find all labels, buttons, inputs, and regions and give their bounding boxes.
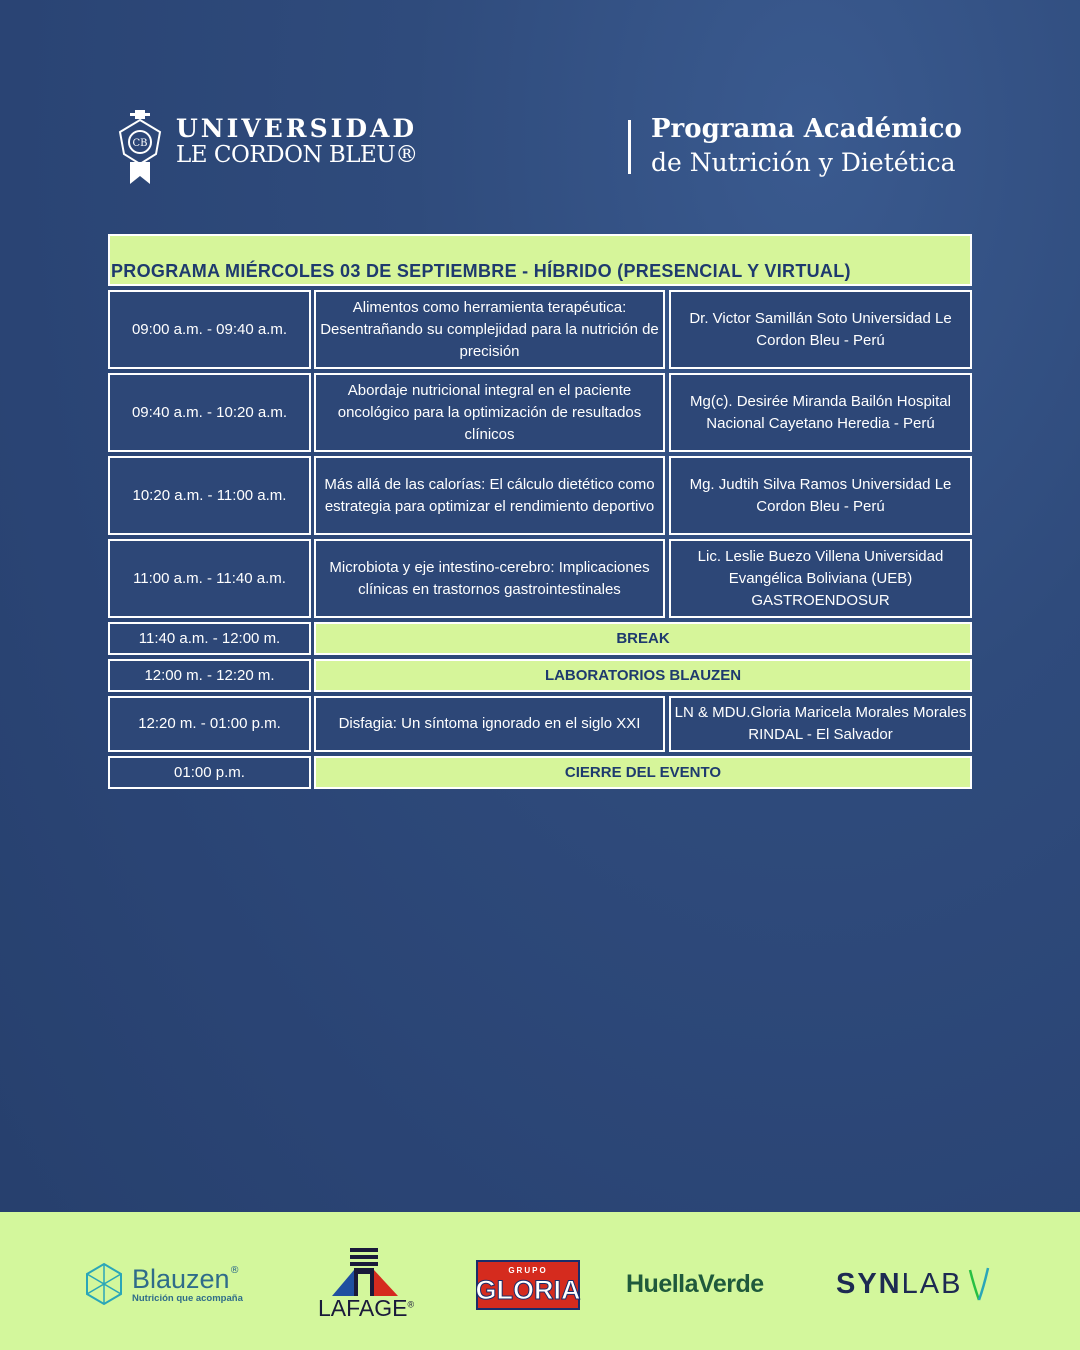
time-cell: 12:20 m. - 01:00 p.m. — [108, 696, 311, 752]
time-cell: 01:00 p.m. — [108, 756, 311, 789]
blauzen-tagline: Nutrición que acompaña — [132, 1292, 243, 1304]
lafage-logo — [318, 1246, 422, 1320]
closing-label: CIERRE DEL EVENTO — [314, 756, 972, 789]
topic-cell: Disfagia: Un síntoma ignorado en el siglo XXI — [314, 696, 665, 752]
program-title: Programa Académico — [651, 114, 962, 144]
lafage-building-icon — [318, 1246, 418, 1300]
topic-cell: Alimentos como herramienta terapéutica: Desentrañando su complejidad para la nutrición de precisión — [314, 290, 665, 369]
lafage-name: LAFAGE® — [318, 1295, 415, 1321]
blauzen-hexagon-icon — [84, 1262, 124, 1306]
time-cell: 09:40 a.m. - 10:20 a.m. — [108, 373, 311, 452]
huellaverde-name: HuellaVerde — [626, 1270, 764, 1298]
university-name: UNIVERSIDAD — [176, 114, 418, 143]
sponsor-session-label: LABORATORIOS BLAUZEN — [314, 659, 972, 692]
topic-cell: Abordaje nutricional integral en el paciente oncológico para la optimización de resultados clínicos — [314, 373, 665, 452]
blauzen-name: Blauzen — [132, 1263, 230, 1294]
time-cell: 11:40 a.m. - 12:00 m. — [108, 622, 311, 655]
topic-cell: Más allá de las calorías: El cálculo dietético como estrategia para optimizar el rendimiento deportivo — [314, 456, 665, 535]
blauzen-logo — [84, 1262, 243, 1306]
blauzen-registered-mark: ® — [229, 1264, 240, 1276]
synlab-bold-part: SYN — [836, 1267, 902, 1300]
svg-text:CB: CB — [132, 138, 148, 149]
speaker-cell: LN & MDU.Gloria Maricela Morales Morales RINDAL - El Salvador — [669, 696, 972, 752]
speaker-cell: Lic. Leslie Buezo Villena Universidad Evangélica Boliviana (UEB) GASTROENDOSUR — [669, 539, 972, 618]
break-label: BREAK — [314, 622, 972, 655]
gloria-group-label: GRUPO — [508, 1265, 548, 1275]
table-row — [108, 539, 972, 618]
table-row — [108, 756, 972, 789]
synlab-leaf-icon — [966, 1266, 992, 1302]
time-cell: 10:20 a.m. - 11:00 a.m. — [108, 456, 311, 535]
header — [0, 108, 1080, 188]
gloria-name: GLORIA — [475, 1274, 581, 1305]
cordon-bleu-crest-icon — [116, 110, 164, 184]
header-divider — [628, 120, 631, 174]
speaker-cell: Mg(c). Desirée Miranda Bailón Hospital Nacional Cayetano Heredia - Perú — [669, 373, 972, 452]
table-row — [108, 622, 972, 655]
time-cell: 09:00 a.m. - 09:40 a.m. — [108, 290, 311, 369]
topic-cell: Microbiota y eje intestino-cerebro: Implicaciones clínicas en trastornos gastrointestinales — [314, 539, 665, 618]
gloria-logo — [476, 1260, 580, 1310]
program-subtitle: de Nutrición y Dietética — [651, 148, 956, 177]
schedule-title: PROGRAMA MIÉRCOLES 03 DE SEPTIEMBRE - HÍBRIDO (PRESENCIAL Y VIRTUAL) — [111, 261, 851, 281]
schedule-title-bar — [108, 234, 972, 286]
synlab-logo — [836, 1266, 992, 1302]
table-row — [108, 696, 972, 752]
sponsors-footer — [0, 1212, 1080, 1350]
time-cell: 12:00 m. - 12:20 m. — [108, 659, 311, 692]
table-row — [108, 290, 972, 369]
synlab-light-part: LAB — [901, 1267, 963, 1300]
speaker-cell: Mg. Judtih Silva Ramos Universidad Le Cordon Bleu - Perú — [669, 456, 972, 535]
table-row — [108, 659, 972, 692]
huellaverde-logo — [626, 1270, 764, 1299]
table-row — [108, 456, 972, 535]
schedule-table — [108, 234, 972, 789]
university-subname: LE CORDON BLEU® — [176, 142, 418, 168]
time-cell: 11:00 a.m. - 11:40 a.m. — [108, 539, 311, 618]
table-row — [108, 373, 972, 452]
speaker-cell: Dr. Victor Samillán Soto Universidad Le Cordon Bleu - Perú — [669, 290, 972, 369]
